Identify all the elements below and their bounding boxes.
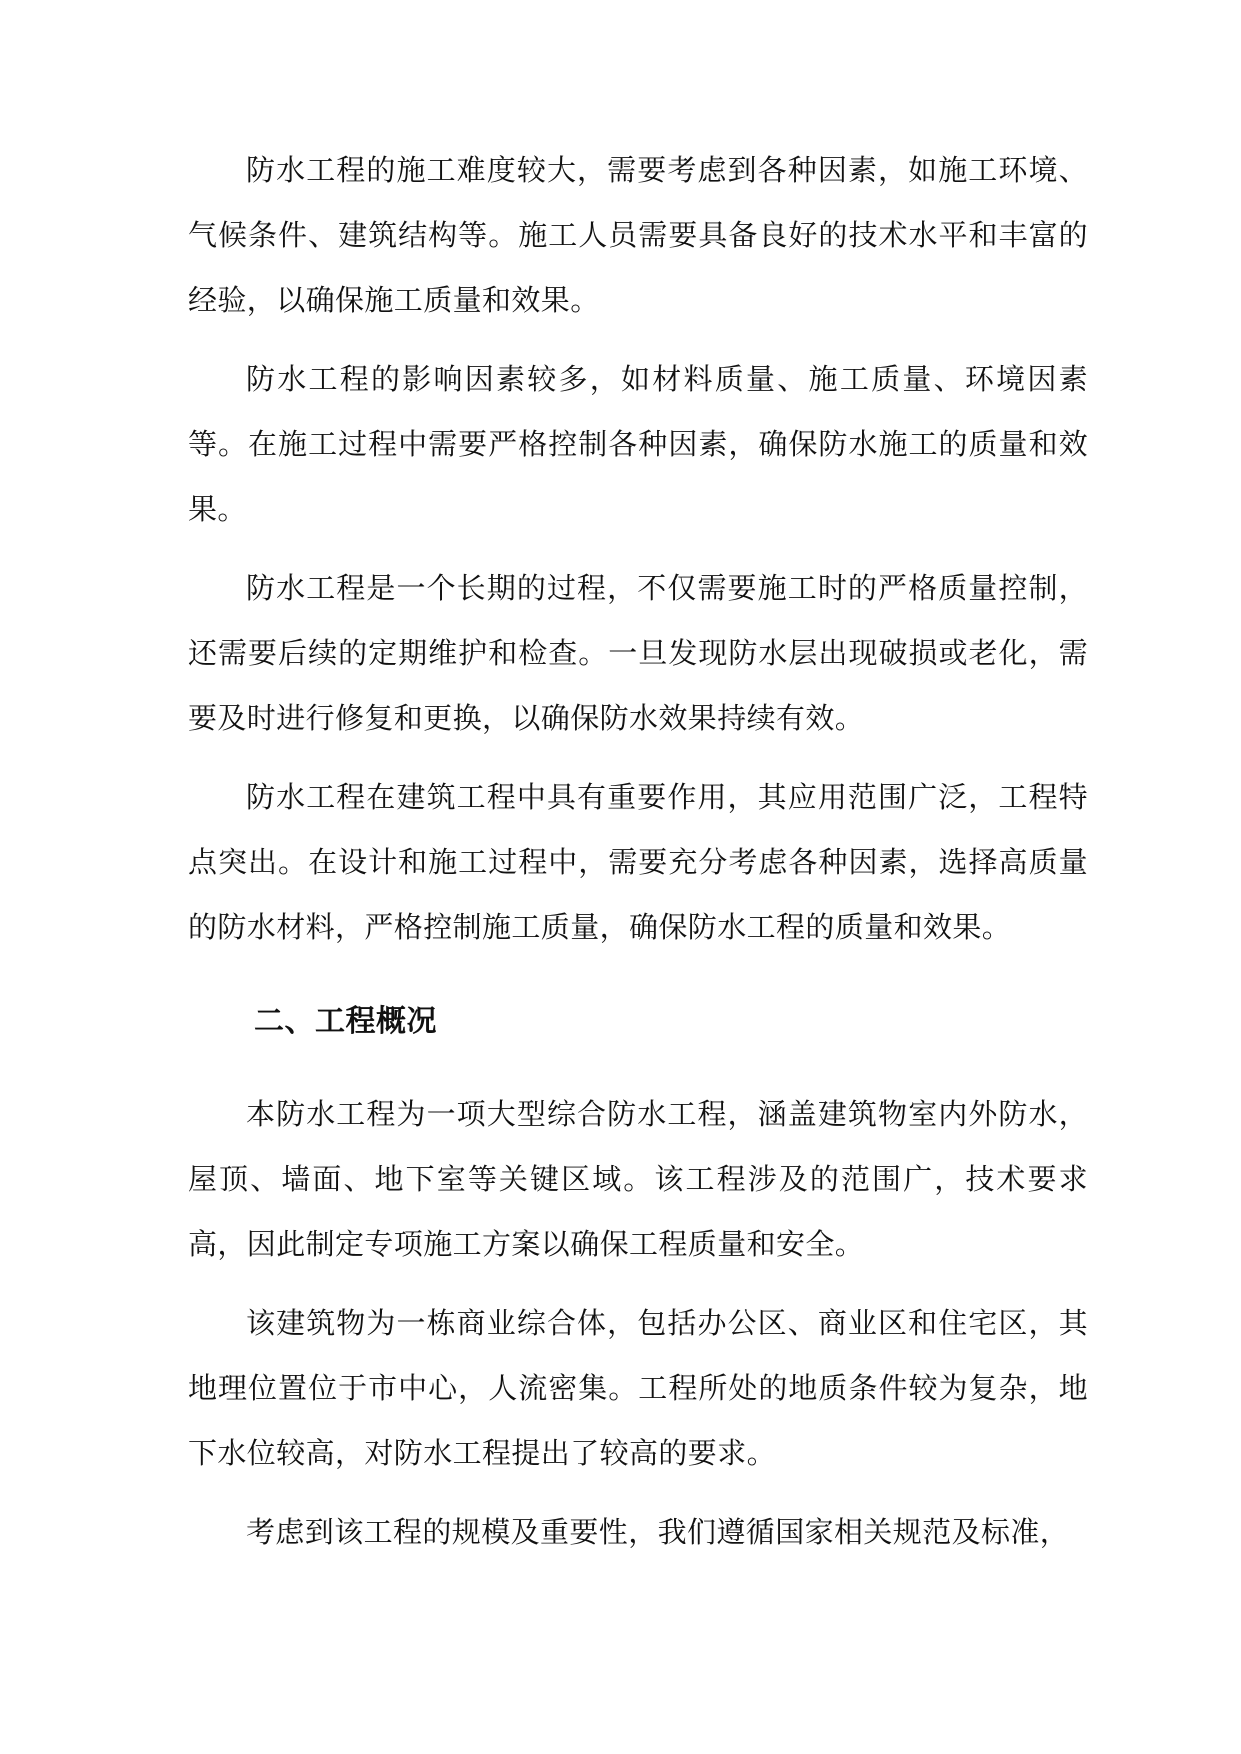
document-body bbox=[188, 138, 1088, 1565]
section-heading: 二、工程概况 bbox=[254, 1004, 437, 1039]
paragraph: 该建筑物为一栋商业综合体，包括办公区、商业区和住宅区，其地理位置位于市中心，人流密集。工程所处的地质条件较为复杂，地下水位较高，对防水工程提出了较高的要求。 bbox=[188, 1306, 1088, 1470]
paragraph: 防水工程是一个长期的过程，不仅需要施工时的严格质量控制，还需要后续的定期维护和检查。一旦发现防水层出现破损或老化，需要及时进行修复和更换，以确保防水效果持续有效。 bbox=[188, 571, 1088, 735]
paragraph: 防水工程的影响因素较多，如材料质量、施工质量、环境因素等。在施工过程中需要严格控制各种因素，确保防水施工的质量和效果。 bbox=[188, 362, 1088, 526]
paragraph: 防水工程的施工难度较大，需要考虑到各种因素，如施工环境、气候条件、建筑结构等。施工人员需要具备良好的技术水平和丰富的经验，以确保施工质量和效果。 bbox=[188, 153, 1088, 317]
paragraph: 本防水工程为一项大型综合防水工程，涵盖建筑物室内外防水，屋顶、墙面、地下室等关键区域。该工程涉及的范围广，技术要求高，因此制定专项施工方案以确保工程质量和安全。 bbox=[188, 1097, 1088, 1261]
paragraph: 防水工程在建筑工程中具有重要作用，其应用范围广泛，工程特点突出。在设计和施工过程中，需要充分考虑各种因素，选择高质量的防水材料，严格控制施工质量，确保防水工程的质量和效果。 bbox=[188, 780, 1088, 944]
paragraph: 考虑到该工程的规模及重要性，我们遵循国家相关规范及标准， bbox=[246, 1515, 1070, 1549]
